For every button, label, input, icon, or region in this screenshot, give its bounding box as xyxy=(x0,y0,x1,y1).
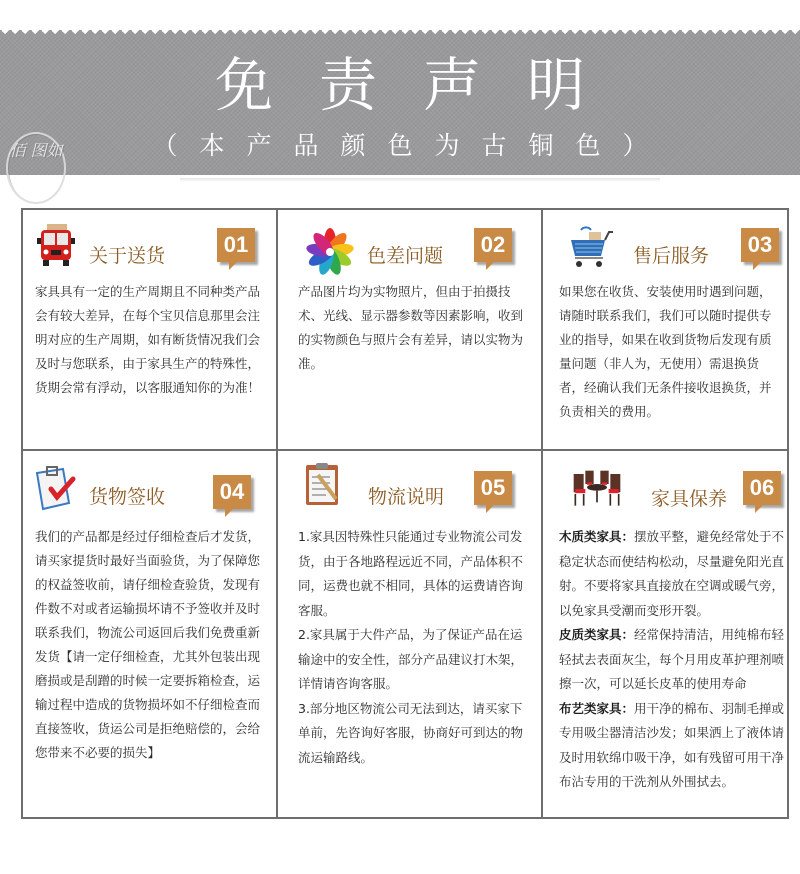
section-body: 产品图片均为实物照片，但由于拍摄技术、光线、显示器参数等因素影响，收到的实物颜色与照片会有差异，请以实物为准。 xyxy=(298,284,524,371)
section-title: 货物签收 xyxy=(89,486,166,508)
section-body xyxy=(559,525,785,795)
section-number-badge: 02 xyxy=(474,228,512,262)
section-title: 售后服务 xyxy=(633,245,710,267)
section-body: 我们的产品都是经过仔细检查后才发货，请买家提货时最好当面验货，为了保障您的权益签收前，请仔细检查验货，发现有件数不对或者运输损坏请不予签收并及时联系我们，物流公司返回后我们免费重新发货【请一定仔细检查，尤其外包装出现磨损或是刮蹭的时候一定要拆箱检查，运输过程中造成的货物损坏如不仔细检查而直接签收，货运公司是拒绝赔偿的，会给您带来不必要的损失】 xyxy=(35,529,261,760)
section-number-badge: 01 xyxy=(217,228,255,262)
section-logistics xyxy=(278,451,543,817)
section-number-badge: 03 xyxy=(741,228,779,262)
page-title: 免责声明 xyxy=(214,51,631,119)
checklist-icon xyxy=(33,465,81,513)
care-leather xyxy=(559,623,785,697)
section-furniture-care xyxy=(543,451,787,817)
stamp-logo: 佰 图如 xyxy=(6,132,66,204)
care-text: 经常保持清洁，用纯棉布轻轻拭去表面灰尘，每个月用皮革护理剂喷擦一次，可以延长皮革的使用寿命 xyxy=(559,627,785,691)
section-goods-receipt xyxy=(23,451,278,817)
care-label: 皮质类家具： xyxy=(559,627,635,642)
section-title: 色差问题 xyxy=(367,245,444,267)
section-body xyxy=(298,525,528,770)
care-wood xyxy=(559,525,785,623)
shopping-cart-icon xyxy=(567,224,615,272)
delivery-truck-icon xyxy=(33,222,81,270)
logistics-paragraph-1: 1.家具因特殊性只能通过专业物流公司发货，由于各地路程远近不同，产品体积不同，运费也就不相同，具体的运费请咨询客服。 xyxy=(298,529,524,618)
section-title: 家具保养 xyxy=(651,488,728,510)
care-text: 摆放平整，避免经常处于不稳定状态而使结构松动，尽量避免阳光直射。不要将家具直接放在空调或暖气旁，以免家具受潮而变形开裂。 xyxy=(559,529,785,618)
section-title: 物流说明 xyxy=(368,486,445,508)
logistics-paragraph-3: 3.部分地区物流公司无法到达，请买家下单前，先咨询好客服，协商好可到达的物流运输路线。 xyxy=(298,700,524,765)
color-wheel-icon xyxy=(306,228,354,276)
section-number-badge: 06 xyxy=(743,471,781,505)
clipboard-icon xyxy=(300,461,348,509)
disclaimer-grid xyxy=(21,208,789,819)
care-label: 木质类家具： xyxy=(559,529,635,544)
section-body: 如果您在收货、安装使用时遇到问题，请随时联系我们，我们可以随时提供专业的指导，如果在收到货物后发现有质量问题（非人为，无使用）需退换货者，经确认我们无条件接收退换货，并负责相关的费用。 xyxy=(559,284,772,419)
section-delivery xyxy=(23,210,278,451)
section-body: 家具具有一定的生产周期且不同种类产品会有较大差异，在每个宝贝信息那里会注明对应的生产周期，如有断货情况我们会及时与您联系，由于家具生产的特殊性，货期会常有浮动，以客服通知你的为准！ xyxy=(35,284,261,395)
page-subtitle: （本产品颜色为古铜色） xyxy=(152,131,670,160)
logistics-paragraph-2: 2.家具属于大件产品，为了保证产品在运输途中的安全性，部分产品建议打木架，详情请咨询客服。 xyxy=(298,627,524,691)
section-title: 关于送货 xyxy=(89,245,166,267)
section-after-sales xyxy=(543,210,787,451)
care-text: 用干净的棉布、羽制毛掸或专用吸尘器清洁沙发；如果洒上了液体请及时用软绵巾吸干净，如有残留可用干净布沾专用的干洗剂从外围拭去。 xyxy=(559,700,785,789)
care-fabric xyxy=(559,697,785,795)
section-number-badge: 05 xyxy=(474,471,512,505)
section-color-difference xyxy=(278,210,543,451)
care-label: 布艺类家具： xyxy=(559,700,635,716)
furniture-set-icon xyxy=(565,469,629,509)
section-number-badge: 04 xyxy=(213,475,251,509)
banner-shadow xyxy=(180,178,660,182)
